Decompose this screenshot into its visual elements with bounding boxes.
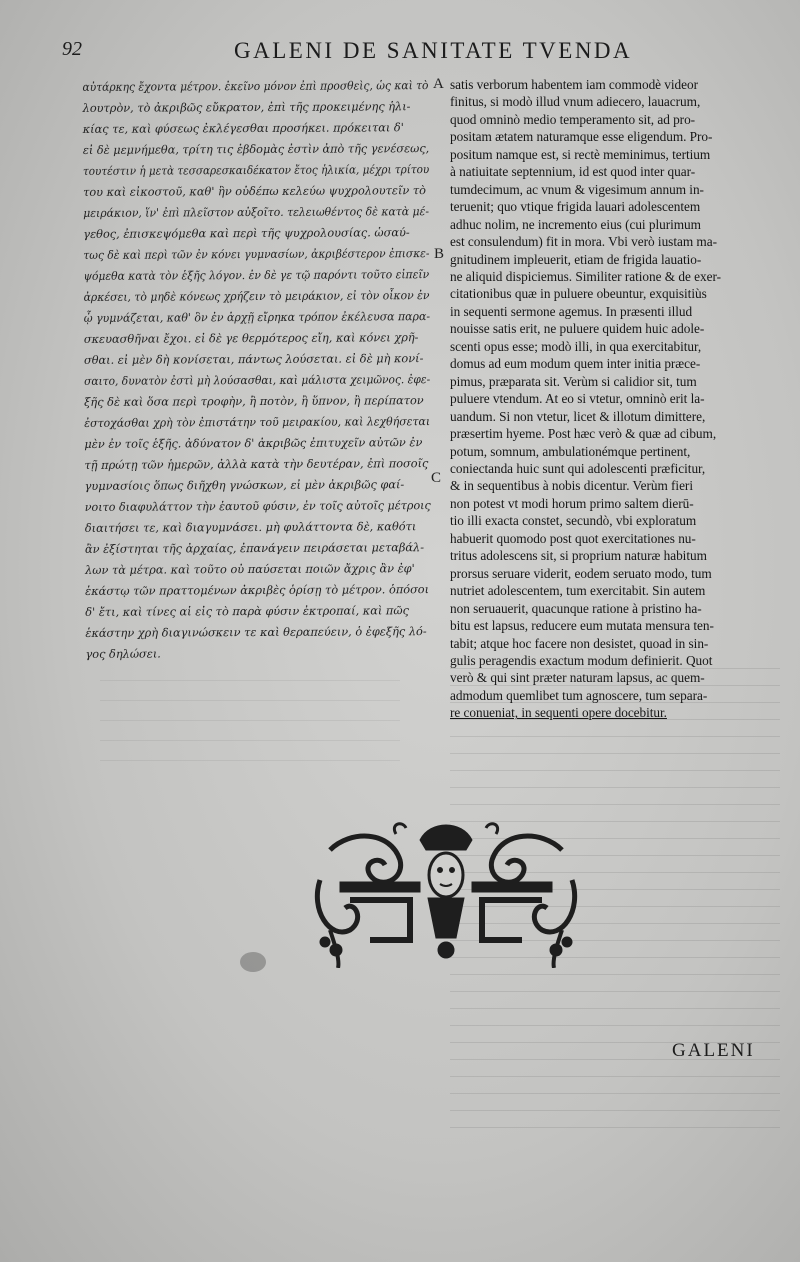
- ink-smudge: [240, 952, 266, 972]
- printers-ornament: [310, 820, 582, 968]
- greek-line: ἐστοχάσθαι χρὴ τὸν ἐπιστάτην τοῦ μειρακίου, καὶ λεχθήσεται: [84, 414, 431, 430]
- latin-line: potum, somnum, ambulationémque pertinent,: [450, 443, 691, 459]
- latin-line: gnitudinem impleuerit, etiam de frigida lauatio-: [450, 251, 702, 267]
- latin-line: uandum. Si non vtetur, licet & illotum dimittere,: [450, 408, 706, 424]
- greek-line: ἂν ἐξίστηται τῆς ἀρχαίας, ἐπανάγειν πειράσεται μεταβάλ-: [84, 540, 425, 556]
- latin-line: præsertim hyeme. Post hæc verò & quæ ad cibum,: [450, 426, 717, 442]
- greek-line: σκευασθῆναι ἔχοι. εἰ δὲ γε θερμότερος εἴη, καὶ κόνει χρῆ-: [83, 330, 419, 346]
- greek-line: ξῆς δὲ καὶ ὅσα περὶ τροφὴν, ἢ ποτὸν, ἢ ὕπνον, ἢ περίπατον: [84, 393, 424, 409]
- latin-line: tio illi exacta constet, secundò, vbi exploratum: [450, 513, 697, 529]
- latin-line: gulis peragendis exactum modum definierit. Quot: [450, 652, 713, 668]
- margin-letter-a: A: [433, 76, 444, 92]
- greek-line: τῇ πρώτῃ τῶν ἡμερῶν, ἀλλὰ κατὰ τὴν δευτέραν, ἐπὶ ποσοῖς: [84, 456, 429, 472]
- greek-line: γος δηλώσει.: [85, 646, 161, 661]
- greek-line: νοιτο διαφυλάττον τὴν ἑαυτοῦ φύσιν, ἐν τοῖς αὐτοῖς μέτροις: [84, 498, 431, 514]
- latin-line: ne aliquid dispiciemus. Similiter ratione & de exer-: [450, 268, 721, 284]
- greek-text-column: [82, 75, 433, 665]
- greek-line: λουτρὸν, τὸ ἀκριβῶς εὔκρατον, ἐπὶ τῆς προκειμένης ἡλι-: [82, 99, 411, 115]
- greek-line: δ' ἔτι, καὶ τίνες αἱ εἰς τὸ παρὰ φύσιν ἐκτροπαί, καὶ πῶς: [85, 603, 409, 619]
- latin-line: pimus, præparata sit. Verùm si calidior sit, tum: [450, 373, 697, 389]
- latin-line: coniectanda huic sunt qui adolescenti præficitur,: [450, 460, 706, 476]
- greek-line: λων τὰ μέτρα. καὶ τοῦτο οὐ παύσεται ποιῶν ἄχρις ἂν ἐφ': [85, 561, 415, 577]
- latin-line: est consulendum) fit in mora. Vbi verò iustam ma-: [450, 234, 717, 250]
- running-title: GALENI DE SANITATE TVENDA: [234, 38, 633, 63]
- greek-line: τουτέστιν ἡ μετὰ τεσσαρεσκαιδέκατον ἔτος ἡλικία, μέχρι τρίτου: [82, 162, 430, 178]
- latin-line: tumdecimum, ac vnum & vigesimum annum in-: [450, 181, 704, 197]
- greek-line: διαιτήσει τε, καὶ διαγυμνάσει. μὴ φυλάττοντα δὲ, καθότι: [84, 519, 417, 535]
- latin-line: tritus adolescens sit, si proprium naturæ habitum: [450, 548, 707, 564]
- latin-text-column: [450, 76, 780, 722]
- latin-line: prorsus seruare viderit, eodem seruato modo, tum: [450, 565, 712, 581]
- greek-line: κίας τε, καὶ φύσεως ἐκλέγεσθαι προσήκει. πρόκειται δ': [82, 120, 404, 136]
- latin-line: non seruauerit, quacunque ratione à pristino ha-: [450, 600, 702, 616]
- greek-line: του καὶ εἰκοστοῦ, καθ' ἣν οὐδέπω κελεύω ψυχρολουτεῖν τὸ: [83, 183, 427, 199]
- latin-line: à natiuitate septennium, id est quod inter quar-: [450, 164, 696, 180]
- latin-line: quod omninò medio temperamento sit, ad pro-: [450, 111, 696, 127]
- greek-line: ᾧ γυμνάζεται, καθ' ὃν ἐν ἀρχῇ εἴρηκα τρόπον ἐκέλευσα παρα-: [83, 309, 431, 325]
- greek-line: ἑκάστην χρὴ διαγινώσκειν τε καὶ θεραπεύειν, ὁ ἐφεξῆς λό-: [85, 624, 427, 640]
- latin-line: bitu est lapsus, reducere eum mutata mensura ten-: [450, 618, 714, 634]
- latin-line: citationibus quæ in puluere obeuntur, exquisitiùs: [450, 286, 707, 302]
- latin-line: habuerit quomodo post quot exercitationes nu-: [450, 530, 696, 546]
- latin-line: tabit; atque hoc facere non desistet, quoad in sin-: [450, 635, 709, 651]
- latin-line: positam ætatem naturamque esse eligendum. Pro-: [450, 129, 713, 145]
- latin-line: & in sequentibus à nobis dicentur. Verùm fieri: [450, 478, 693, 494]
- latin-line: domus ad eum modum quem inter initia præce-: [450, 356, 701, 372]
- latin-line: scenti opus esse; modò illi, in qua exercitabitur,: [450, 338, 702, 354]
- latin-line: satis verborum habentem iam commodè videor: [450, 77, 698, 92]
- greek-line: γεθος, ἐπισκεψόμεθα καὶ περὶ τῆς ψυχρολουσίας. ὡσαύ-: [83, 225, 410, 241]
- page-header: [62, 38, 762, 70]
- greek-line: ἀρκέσει, τὸ μηδὲ κόνεως χρήζειν τὸ μειράκιον, εἰ τὸν οἶκον ἐν: [83, 288, 430, 304]
- bleed-through-text-left: [100, 680, 400, 780]
- latin-line: teruenit; quo vtique frigida lauari adolescentem: [450, 199, 701, 215]
- greek-line: σαιτο, δυνατὸν ἐστὶ μὴ λούσασθαι, καὶ μάλιστα χειμῶνος. ἐφε-: [84, 372, 431, 388]
- latin-line: positum namque est, si rectè meminimus, tertium: [450, 146, 711, 162]
- greek-line: αὐτάρκης ἔχοντα μέτρον. ἐκεῖνο μόνον ἐπὶ προσθεὶς, ὡς καὶ τὸ: [82, 78, 429, 94]
- greek-line: μὲν ἐν τοῖς ἑξῆς. ἀδύνατον δ' ἀκριβῶς ἐπιτυχεῖν αὐτῶν ἐν: [84, 435, 423, 451]
- latin-line: nouisse satis erit, ne puluere quidem huic adole-: [450, 321, 705, 337]
- latin-line: admodum quemlibet tum agnoscere, tum separa-: [450, 687, 708, 703]
- margin-letter-c: C: [431, 470, 442, 486]
- latin-line: re conueniat, in sequenti opere docebitur.: [450, 705, 667, 721]
- latin-line: verò & qui sint præter naturam lapsus, ac quem-: [450, 670, 705, 686]
- greek-line: ἑκάστῳ τῶν πραττομένων ἀκριβὲς ὁρίσῃ τὸ μέτρον. ὁπόσοι: [85, 582, 430, 598]
- latin-line: nutriet adolescentem, tum exercitabit. Sin autem: [450, 583, 706, 599]
- greek-line: ψόμεθα κατὰ τὸν ἑξῆς λόγον. ἐν δὲ γε τῷ παρόντι τοῦτο εἰπεῖν: [83, 267, 430, 283]
- latin-line: in sequenti sermone agemus. In præsenti illud: [450, 303, 693, 319]
- latin-line: puluere vtendum. At eo si vtetur, omninò erit la-: [450, 391, 705, 407]
- margin-letter-b: B: [434, 246, 445, 262]
- greek-line: εἰ δὲ μεμνήμεθα, τρίτη τις ἑβδομὰς ἐστὶν ἀπὸ τῆς γενέσεως,: [82, 141, 430, 157]
- greek-line: τως δὲ καὶ περὶ τῶν ἐν κόνει γυμνασίων, ἀκριβέστερον ἐπισκε-: [83, 246, 430, 262]
- greek-line: σθαι. εἰ μὲν δὴ κονίσεται, πάντως λούσεται. εἰ δὲ μὴ κονί-: [83, 351, 424, 367]
- greek-line: γυμνασίοις ὅπως διῆχθη γνώσκων, εἰ μὲν ἀκριβῶς φαί-: [84, 477, 405, 493]
- greek-line: μειράκιον, ἵν' ἐπὶ πλεῖστον αὐξοῖτο. τελειωθέντος δὲ κατὰ μέ-: [83, 204, 430, 220]
- latin-line: finitus, si modò illud vnum adiecero, lauacrum,: [450, 94, 701, 110]
- latin-line: non potest vt modi horum primo saltem dierū-: [450, 495, 694, 511]
- catchword: GALENI: [672, 1040, 755, 1061]
- latin-line: adhuc nolim, ne incremento eius (cui plurimum: [450, 216, 701, 232]
- page-number: 92: [62, 38, 82, 60]
